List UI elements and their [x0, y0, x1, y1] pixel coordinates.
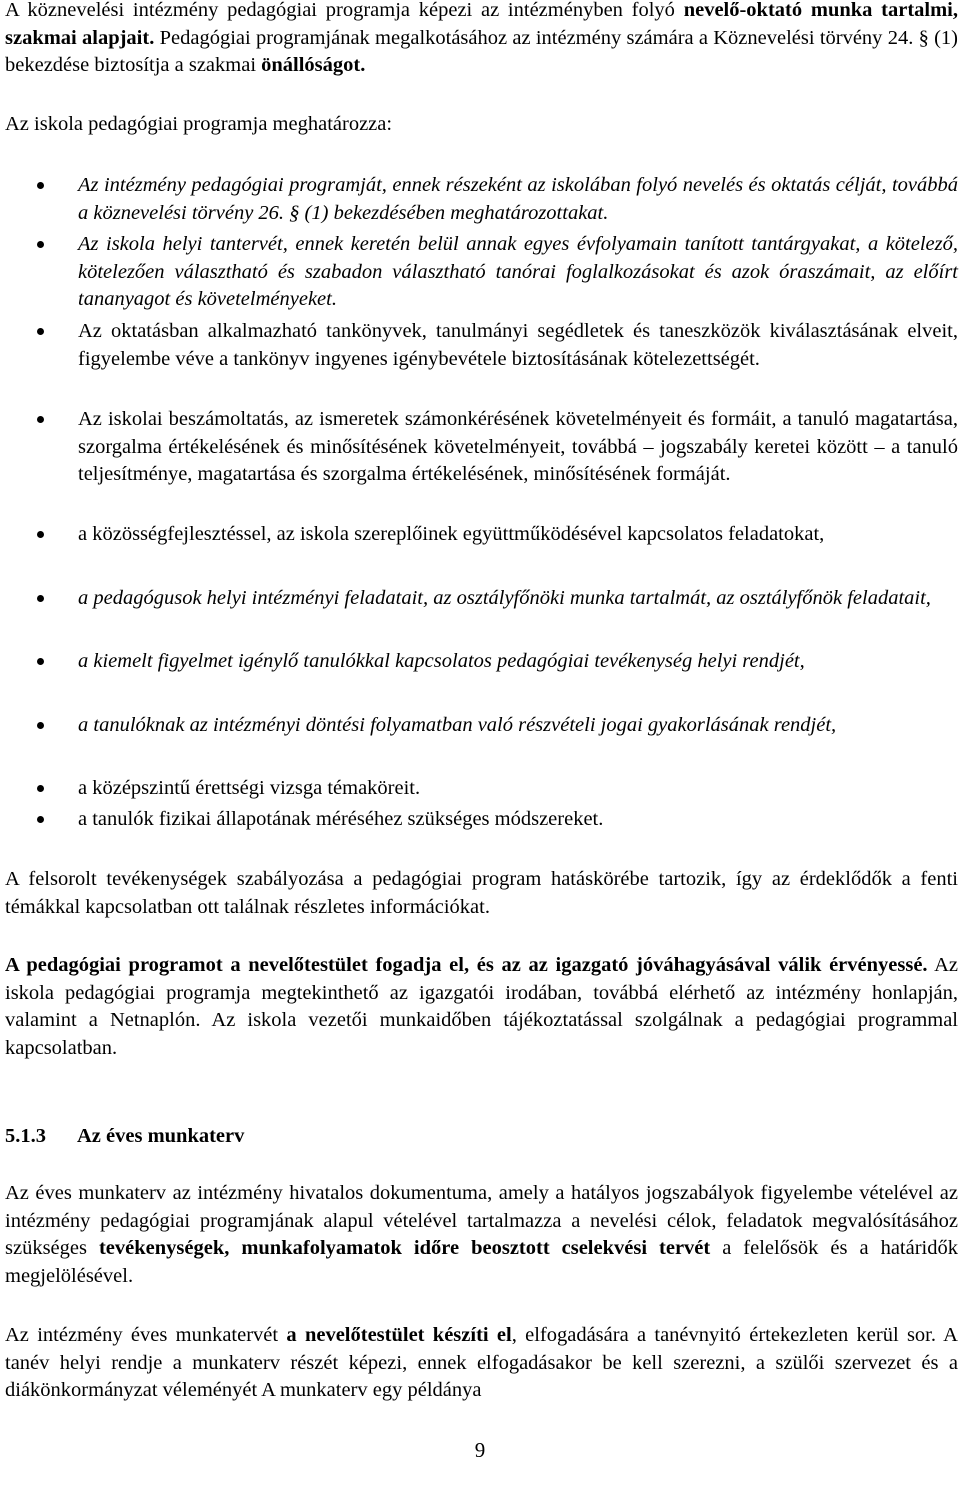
munkaterv-bold: tevékenységek, munkafolyamatok időre beosztott cselekvési tervét	[98, 1237, 711, 1260]
lead-text: Az iskola pedagógiai programja meghatározza:	[5, 113, 393, 135]
section-title: Az éves munkaterv	[77, 1125, 245, 1147]
approval-text: Az iskola pedagógiai programja megtekinthető az igazgatói irodában, továbbá elérhető az intézmény honlapján, valamint a Netnaplón. Az iskola vezetői munkaidőben tájékoztatással szolgálnak a pedagógiai programmal kapcsolatban.	[5, 954, 958, 1059]
intro-bold-1: nevelő-oktató munka tartalmi, szakmai alapjait.	[5, 0, 958, 49]
munkaterv-text-2: a felelősök és a határidők megjelölésével.	[5, 1237, 958, 1287]
bullet-icon	[37, 416, 44, 423]
kesziti-text-2: , elfogadására a tanévnyitó értekezleten kerül sor. A tanév helyi rendje a munkaterv részét képezi, ennek elfogadásakor be kell szerezni, a szülői szervezet és a diákönkormányzat véleményét A munkaterv egy példánya	[5, 1324, 958, 1402]
bullet-icon	[37, 658, 44, 665]
intro-text-2: Pedagógiai programjának megalkotásához az intézmény számára a Köznevelési törvény 24. § (1) bekezdése biztosítja a szakmai	[5, 26, 958, 77]
bullet-icon	[37, 595, 44, 602]
intro-paragraph	[5, 0, 958, 80]
page-number: 9	[474, 1438, 486, 1462]
list-item-text: Az iskola helyi tantervét, ennek keretén belül annak egyes évfolyamain tanított tantárgyakat, a kötelező, kötelezően választható és szabadon választható tanórai foglalkozásokat és azok óraszámait, az előírt tananyagot és követelményeket.	[78, 233, 958, 311]
list-item-text: a középszintű érettségi vizsga témaköreit.	[78, 777, 421, 799]
list-item-text: a közösségfejlesztéssel, az iskola szereplőinek együttműködésével kapcsolatos feladatokat,	[78, 523, 825, 545]
intro-text-1: A köznevelési intézmény pedagógiai programja képezi az intézményben folyó	[5, 0, 684, 21]
bullet-icon	[37, 241, 44, 248]
list-item-text: a tanulók fizikai állapotának méréséhez szükséges módszereket.	[78, 808, 604, 830]
section-heading	[5, 1123, 244, 1151]
intro-bold-2: önállóságot.	[261, 54, 366, 77]
list-item-text: a tanulóknak az intézményi döntési folyamatban való részvételi jogai gyakorlásának rendjét,	[78, 714, 837, 736]
approval-bold: A pedagógiai programot a nevelőtestület fogadja el, és az az igazgató jóváhagyásával válik érvényessé.	[5, 954, 928, 976]
section-number: 5.1.3	[5, 1125, 46, 1147]
bullet-icon	[37, 722, 44, 729]
bullet-icon	[37, 328, 44, 335]
list-item-text: a pedagógusok helyi intézményi feladatait, az osztályfőnöki munka tartalmát, az osztályfőnök feladatait,	[78, 587, 931, 609]
munkaterv-paragraph	[5, 1180, 958, 1290]
list-item-text: Az oktatásban alkalmazható tankönyvek, tanulmányi segédletek és taneszközök kiválasztásának elveit, figyelembe véve a tankönyv ingyenes igénybevétele biztosításának kötelezettségét.	[78, 320, 958, 370]
munkaterv-text-1: Az éves munkaterv az intézmény hivatalos dokumentuma, amely a hatályos jogszabályok figyelembe vételével az intézmény pedagógiai programjának alapul vételével tartalmazza a nevelési célok, feladatok megvalósításához szükséges	[5, 1182, 958, 1260]
list-item-text: a kiemelt figyelmet igénylő tanulókkal kapcsolatos pedagógiai tevékenység helyi rendjét,	[78, 650, 805, 672]
list-item-text: Az iskolai beszámoltatás, az ismeretek számonkérésének követelményeit és formáit, a tanuló magatartása, szorgalma értékelésének és minősítésének követelményeit, továbbá – jogszabály keretei között – a tanuló teljesítménye, magatartása és szorgalma értékelésének, minősítésének formáját.	[78, 408, 958, 486]
felsorolt-paragraph	[5, 866, 958, 921]
kesziti-paragraph	[5, 1322, 958, 1405]
bullet-icon	[37, 785, 44, 792]
lead-paragraph	[5, 111, 958, 139]
bullet-icon	[37, 182, 44, 189]
list-item-text: Az intézmény pedagógiai programját, ennek részeként az iskolában folyó nevelés és oktatás célját, továbbá a köznevelési törvény 26. § (1) bekezdésében meghatározottakat.	[78, 174, 958, 224]
bullet-icon	[37, 816, 44, 823]
bullet-icon	[37, 531, 44, 538]
kesziti-text-1: Az intézmény éves munkatervét	[5, 1324, 287, 1346]
approval-paragraph	[5, 952, 958, 1062]
kesziti-bold: a nevelőtestület készíti el	[286, 1324, 512, 1346]
felsorolt-text: A felsorolt tevékenységek szabályozása a pedagógiai program hatáskörébe tartozik, így az érdeklődők a fenti témákkal kapcsolatban ott találnak részletes információkat.	[5, 868, 958, 918]
